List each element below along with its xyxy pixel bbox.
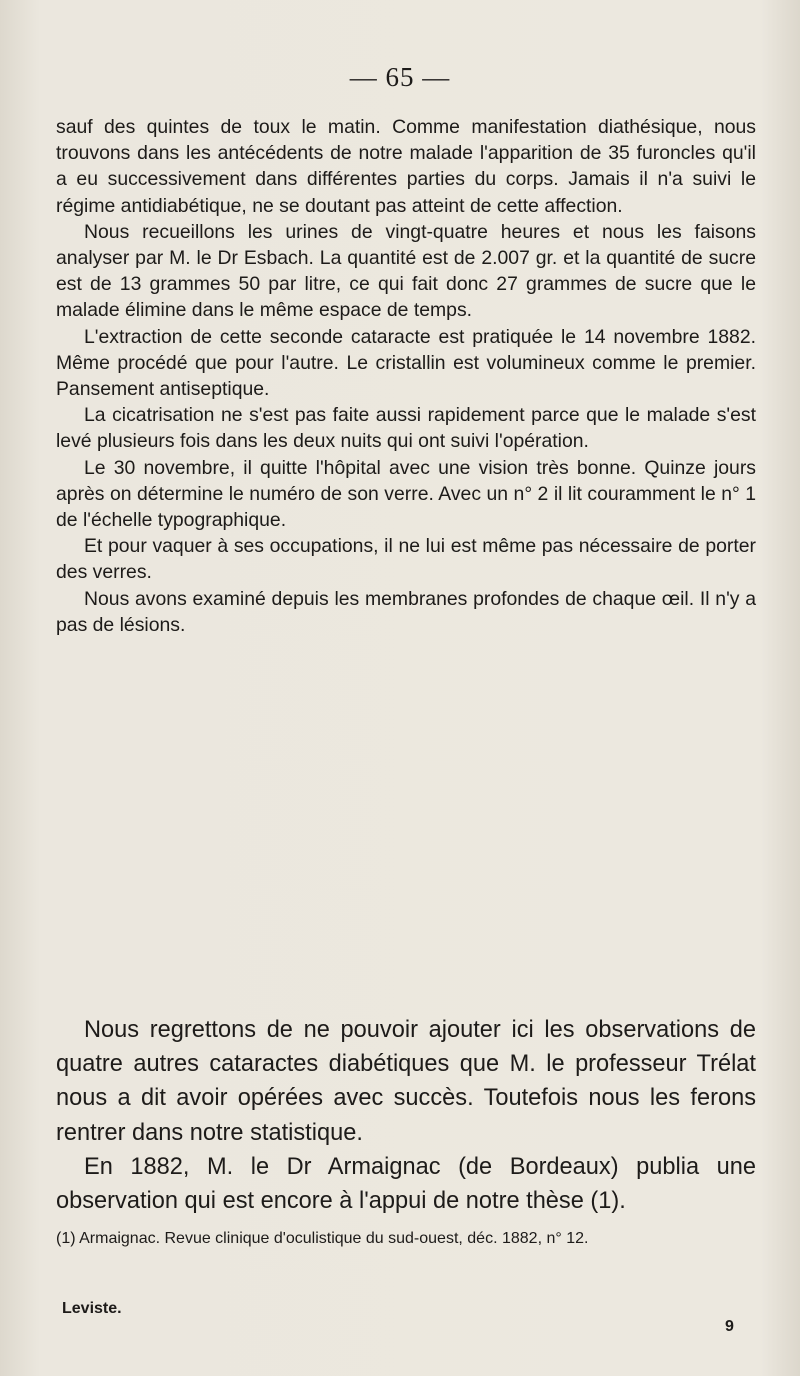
sheet-number: 9 — [725, 1318, 734, 1335]
signature-mark: Leviste. — [62, 1300, 122, 1317]
paragraph: L'extraction de cette seconde cataracte est pratiquée le 14 novembre 1882. Même procédé que pour l'autre. Le cristallin est volumineux comme le premier. Pansement antiseptique. — [56, 325, 756, 401]
page-number: — 65 — — [349, 62, 451, 92]
paragraph: Nous avons examiné depuis les membranes profondes de chaque œil. Il n'y a pas de lésions. — [56, 587, 756, 636]
large-paragraph: En 1882, M. le Dr Armaignac (de Bordeaux) publia une observation qui est encore à l'appui de notre thèse (1). — [56, 1153, 756, 1215]
paragraph: sauf des quintes de toux le matin. Comme manifestation diathésique, nous trouvons dans les antécédents de notre malade l'apparition de 35 furoncles qu'il a eu successivement dans différentes parties du corps. Jamais il n'a suivi le régime antidiabétique, ne se doutant pas atteint de cette affection. — [56, 116, 756, 217]
paragraph: Nous recueillons les urines de vingt-quatre heures et nous les faisons analyser par M. le Dr Esbach. La quantité est de 2.007 gr. et la quantité de sucre est de 13 grammes 50 par litre, ce qui fait donc 27 grammes de sucre que le malade élimine dans le même espace de temps. — [56, 220, 756, 322]
large-body-text — [56, 1013, 756, 1218]
large-paragraph: Nous regrettons de ne pouvoir ajouter ici les observations de quatre autres cataractes diabétiques que M. le professeur Trélat nous a dit avoir opérées avec succès. Toutefois nous les ferons rentrer dans notre statistique. — [56, 1017, 756, 1146]
paragraph: Et pour vaquer à ses occupations, il ne lui est même pas nécessaire de porter des verres. — [56, 535, 756, 584]
paragraph: Le 30 novembre, il quitte l'hôpital avec une vision très bonne. Quinze jours après on détermine le numéro de son verre. Avec un n° 2 il lit couramment le n° 1 de l'échelle typographique. — [56, 456, 756, 532]
body-text — [56, 114, 756, 638]
paragraph: La cicatrisation ne s'est pas faite aussi rapidement parce que le malade s'est levé plusieurs fois dans les deux nuits qui ont suivi l'opération. — [56, 404, 756, 453]
footnote: (1) Armaignac. Revue clinique d'oculistique du sud-ouest, déc. 1882, n° 12. — [56, 1230, 589, 1247]
